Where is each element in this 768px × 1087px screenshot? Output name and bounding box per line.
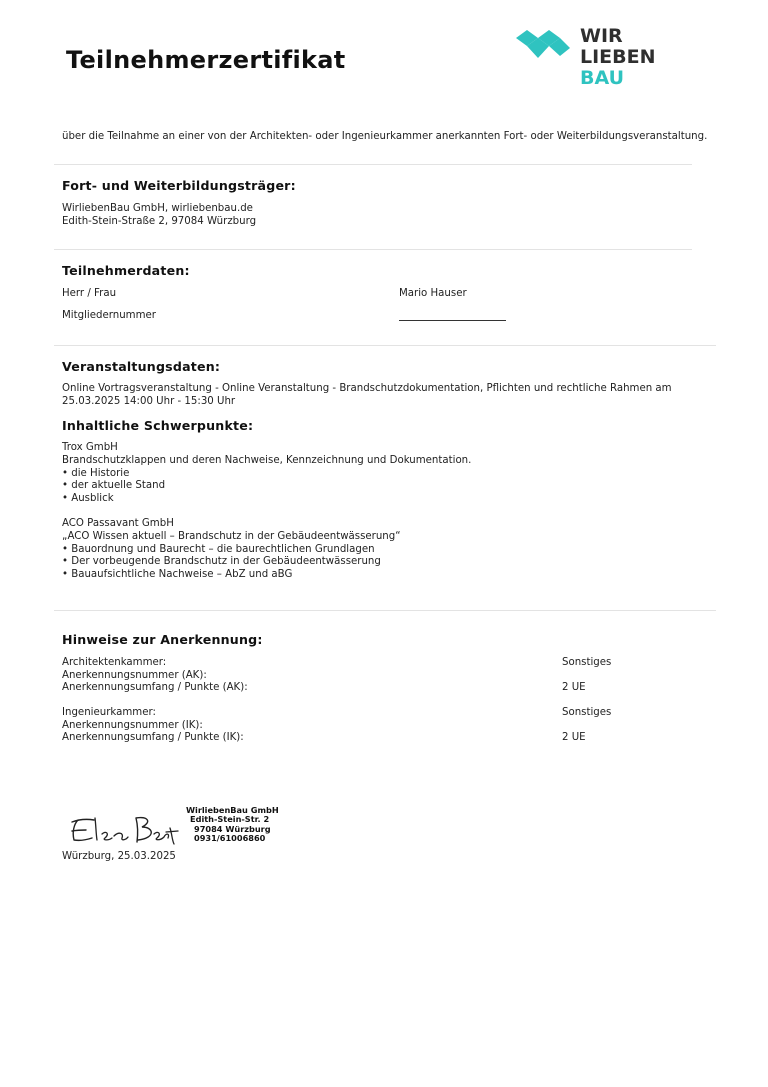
participant-name: Mario Hauser <box>399 288 467 299</box>
engineers-points-label: Anerkennungsumfang / Punkte (IK): <box>62 732 244 743</box>
list-item: • Bauaufsichtliche Nachweise – AbZ und aBG <box>62 569 293 580</box>
architects-value: Sonstiges <box>562 657 612 668</box>
member-number-label: Mitgliedernummer <box>62 310 156 321</box>
engineers-points-value: 2 UE <box>562 732 586 743</box>
list-item: • die Historie <box>62 468 130 479</box>
logo-line-3: BAU <box>580 67 625 89</box>
divider <box>54 164 692 165</box>
company-logo <box>514 26 674 96</box>
salutation-label: Herr / Frau <box>62 288 117 299</box>
divider <box>54 249 692 250</box>
content-topic-2: „ACO Wissen aktuell – Brandschutz in der Gebäudeentwässerung“ <box>62 531 401 542</box>
list-item: • Ausblick <box>62 493 114 504</box>
handwritten-signature <box>66 810 181 850</box>
divider <box>54 610 716 611</box>
architects-number-label: Anerkennungsnummer (AK): <box>62 670 207 681</box>
event-line-1: Online Vortragsveranstaltung - Online Veranstaltung - Brandschutzdokumentation, Pflichten und rechtliche Rahmen am <box>62 383 672 394</box>
wirliebenbau-logo-icon <box>514 28 574 68</box>
list-item: • der aktuelle Stand <box>62 480 166 491</box>
event-line-2: 25.03.2025 14:00 Uhr - 15:30 Uhr <box>62 396 236 407</box>
architects-points-label: Anerkennungsumfang / Punkte (AK): <box>62 682 248 693</box>
logo-line-1: WIR <box>580 25 623 47</box>
architects-points-value: 2 UE <box>562 682 586 693</box>
recognition-heading: Hinweise zur Anerkennung: <box>62 632 263 647</box>
company-stamp <box>186 806 279 844</box>
engineers-number-label: Anerkennungsnummer (IK): <box>62 720 203 731</box>
content-company-1: Trox GmbH <box>62 442 118 453</box>
engineers-value: Sonstiges <box>562 707 612 718</box>
provider-line-1: WirliebenBau GmbH, wirliebenbau.de <box>62 203 253 214</box>
stamp-line: 97084 Würzburg <box>194 823 271 834</box>
place-date: Würzburg, 25.03.2025 <box>62 851 176 862</box>
divider <box>54 345 716 346</box>
list-item: • Bauordnung und Baurecht – die baurechtlichen Grundlagen <box>62 544 375 555</box>
participant-heading: Teilnehmerdaten: <box>62 263 190 278</box>
content-topic-1: Brandschutzklappen und deren Nachweise, Kennzeichnung und Dokumentation. <box>62 455 472 466</box>
provider-heading: Fort- und Weiterbildungsträger: <box>62 178 296 193</box>
member-number-line <box>399 320 506 321</box>
stamp-line: Edith-Stein-Str. 2 <box>190 814 270 825</box>
engineers-label: Ingenieurkammer: <box>62 707 156 718</box>
intro-text: über die Teilnahme an einer von der Architekten- oder Ingenieurkammer anerkannten Fort- oder Weiterbildungsveranstaltung. <box>62 131 708 142</box>
event-heading: Veranstaltungsdaten: <box>62 359 221 374</box>
stamp-line: 0931/61006860 <box>194 833 266 844</box>
content-company-2: ACO Passavant GmbH <box>62 518 174 529</box>
certificate-title: Teilnehmerzertifikat <box>66 46 346 74</box>
architects-label: Architektenkammer: <box>62 657 167 668</box>
provider-line-2: Edith-Stein-Straße 2, 97084 Würzburg <box>62 216 257 227</box>
list-item: • Der vorbeugende Brandschutz in der Gebäudeentwässerung <box>62 556 381 567</box>
logo-line-2: LIEBEN <box>580 46 656 68</box>
content-heading: Inhaltliche Schwerpunkte: <box>62 418 254 433</box>
stamp-line: WirliebenBau GmbH <box>186 805 279 815</box>
